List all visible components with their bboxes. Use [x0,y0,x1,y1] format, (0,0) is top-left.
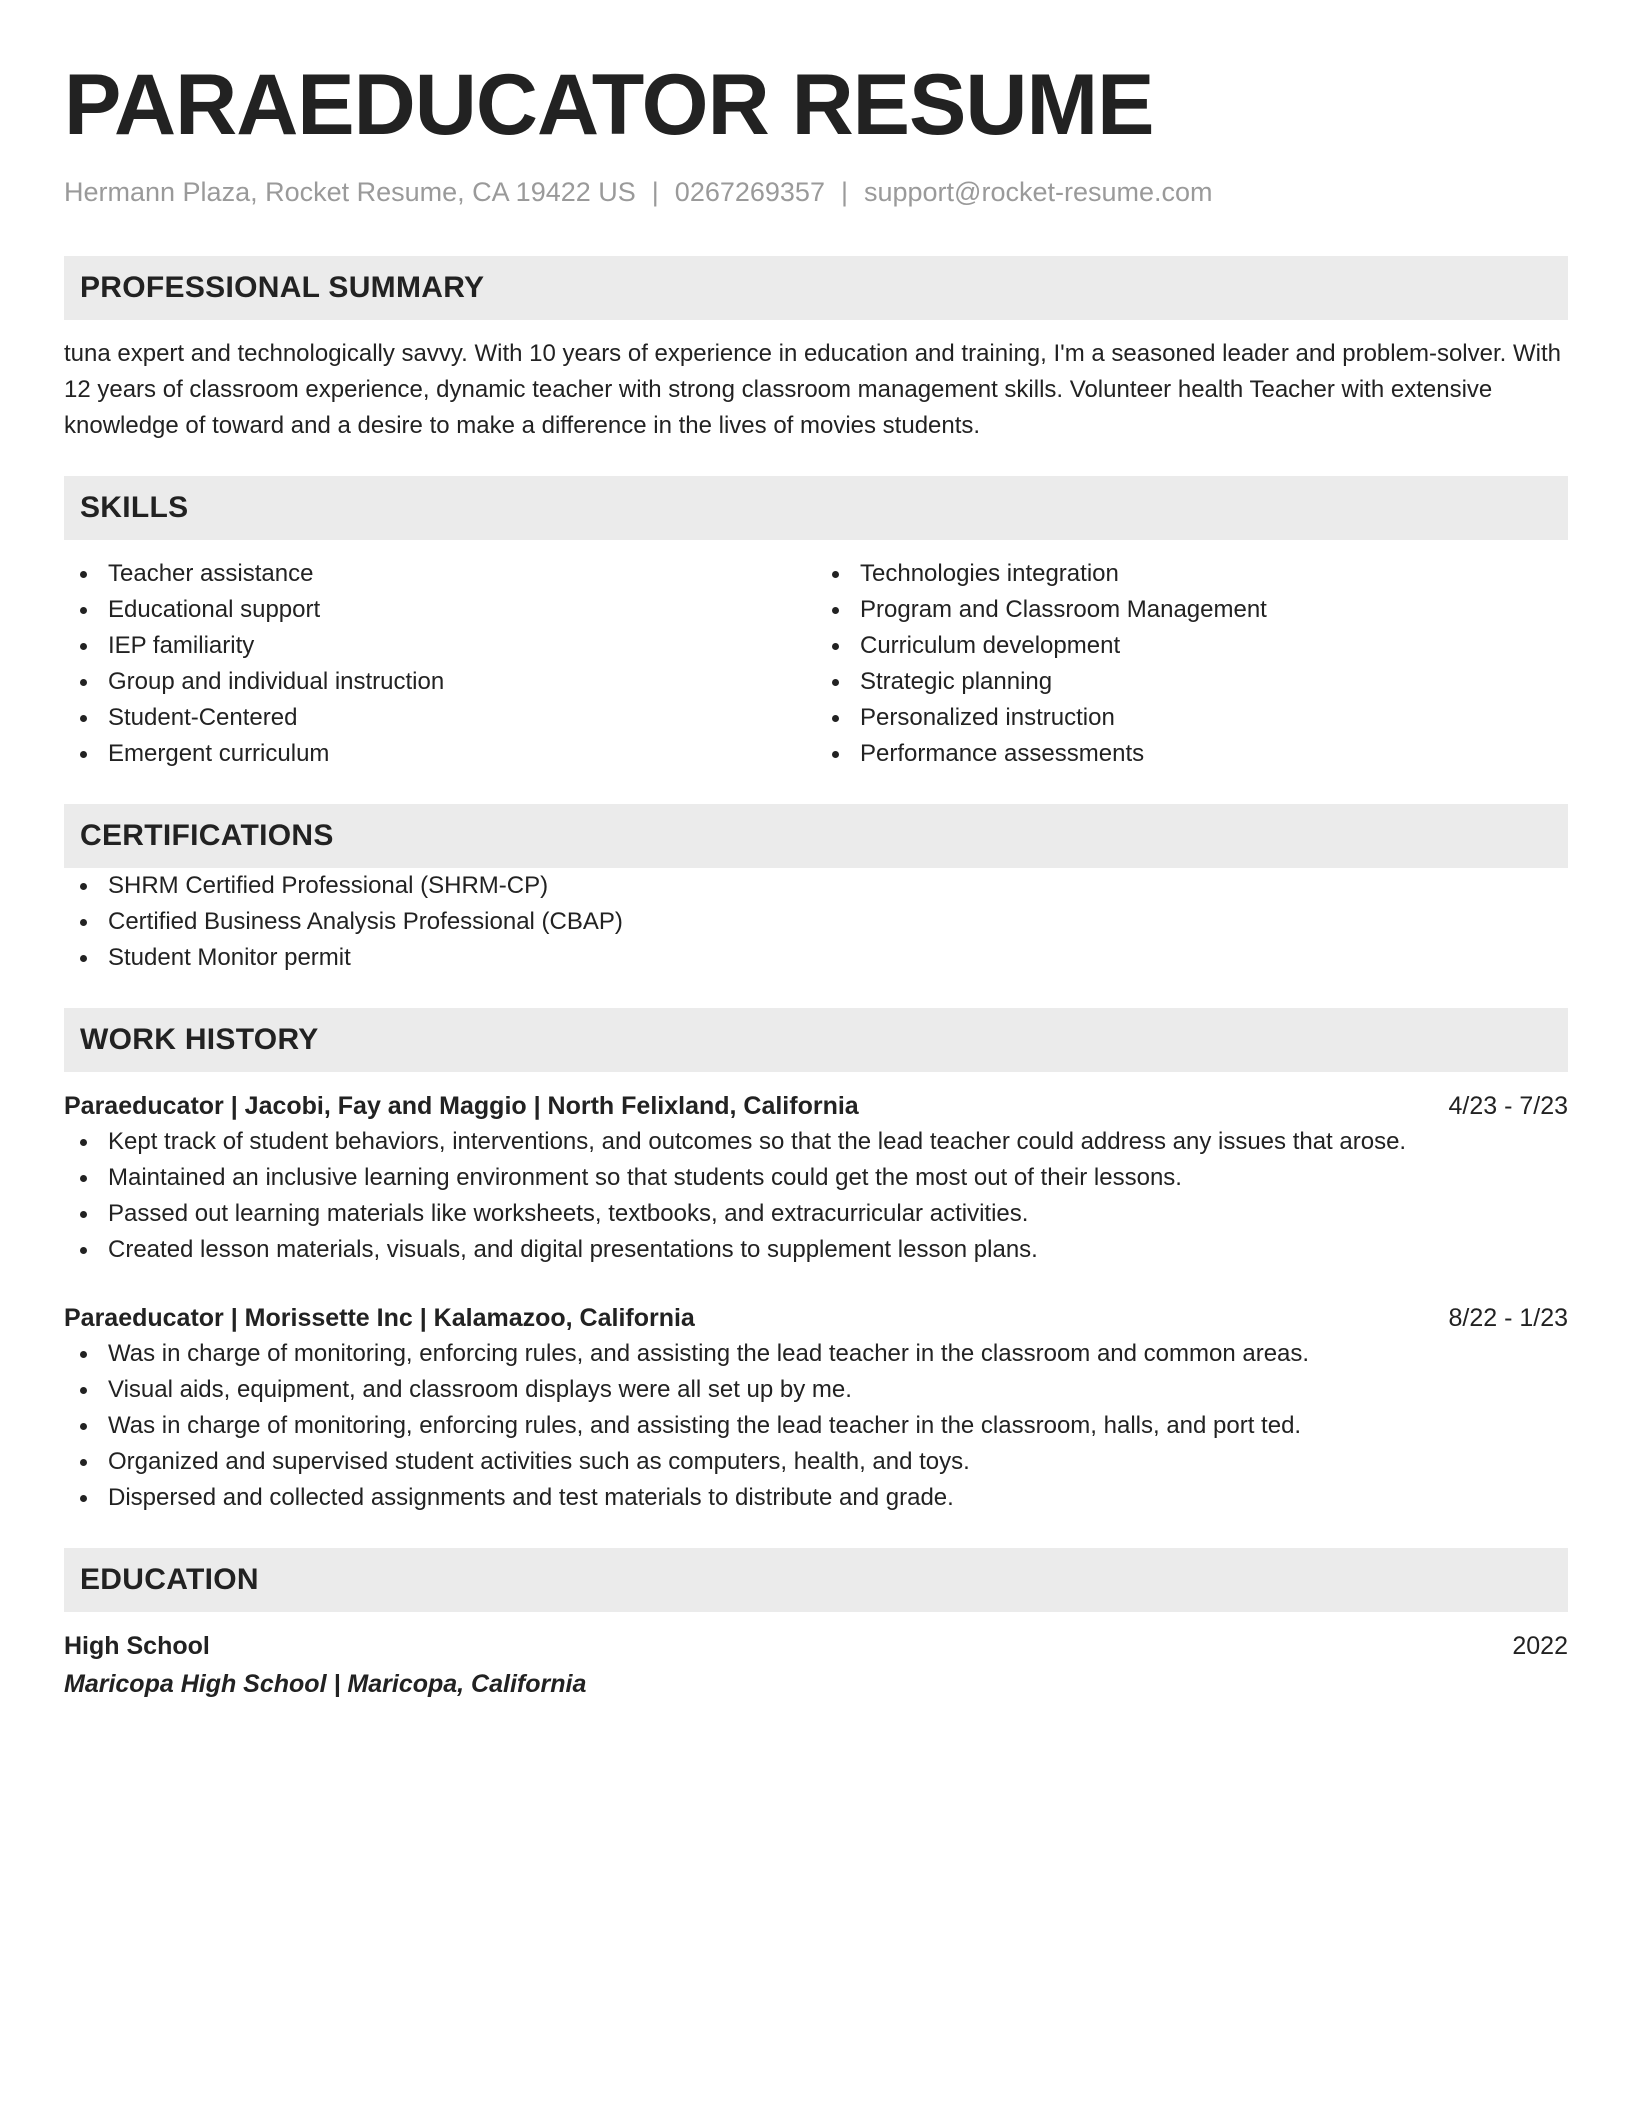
skills-list [64,556,1568,772]
skill-item: Student-Centered [64,700,816,736]
skills-column-right [816,556,1568,772]
job-title: Paraeducator | Morissette Inc | Kalamazoo, California [64,1304,695,1332]
job-title: Paraeducator | Jacobi, Fay and Maggio | North Felixland, California [64,1092,859,1120]
resume-page [64,50,1568,1704]
education-degree: High School [64,1632,210,1660]
skill-item: Performance assessments [816,736,1568,772]
job-duty: Passed out learning materials like worksheets, textbooks, and extracurricular activities. [64,1196,1568,1232]
skills-column-left [64,556,816,772]
job-header [64,1088,1568,1124]
work-history-heading: WORK HISTORY [64,1008,1568,1072]
contact-line [64,174,1568,210]
education-school: Maricopa High School | Maricopa, California [64,1670,587,1698]
contact-address: Hermann Plaza, Rocket Resume, CA 19422 US [64,177,636,207]
contact-phone: 0267269357 [674,177,825,207]
contact-email: support@rocket-resume.com [863,177,1213,207]
job-duty: Visual aids, equipment, and classroom displays were all set up by me. [64,1372,1568,1408]
education-header [64,1628,1568,1664]
job-dates: 4/23 - 7/23 [1448,1092,1568,1120]
job-duty: Organized and supervised student activities such as computers, health, and toys. [64,1444,1568,1480]
summary-heading: PROFESSIONAL SUMMARY [64,256,1568,320]
resume-title: PARAEDUCATOR RESUME [64,57,1154,153]
job-duties-list [64,1124,1568,1268]
job-duty: Kept track of student behaviors, interventions, and outcomes so that the lead teacher could address any issues that arose. [64,1124,1568,1160]
job-duty: Dispersed and collected assignments and test materials to distribute and grade. [64,1480,1568,1516]
skill-item: Program and Classroom Management [816,592,1568,628]
job-header [64,1300,1568,1336]
job-duties-list [64,1336,1568,1516]
certifications-heading: CERTIFICATIONS [64,804,1568,868]
job-duty: Was in charge of monitoring, enforcing rules, and assisting the lead teacher in the classroom and common areas. [64,1336,1568,1372]
job-duty: Was in charge of monitoring, enforcing rules, and assisting the lead teacher in the classroom, halls, and port ted. [64,1408,1568,1444]
job-dates: 8/22 - 1/23 [1448,1304,1568,1332]
education-heading: EDUCATION [64,1548,1568,1612]
skill-item: Technologies integration [816,556,1568,592]
certification-item: SHRM Certified Professional (SHRM-CP) [64,868,1568,904]
skill-item: Strategic planning [816,664,1568,700]
contact-separator: | [651,177,659,207]
summary-text: tuna expert and technologically savvy. With 10 years of experience in education and training, I'm a seasoned leader and problem-solver. With 12 years of classroom experience, dynamic teacher with strong classroom management skills. Volunteer health Teacher with extensive knowledge of toward and a desire to make a difference in the lives of movies students. [64,340,1561,439]
skills-heading: SKILLS [64,476,1568,540]
certification-item: Student Monitor permit [64,940,1568,976]
skill-item: Teacher assistance [64,556,816,592]
skill-item: Emergent curriculum [64,736,816,772]
certification-item: Certified Business Analysis Professional (CBAP) [64,904,1568,940]
skill-item: Personalized instruction [816,700,1568,736]
skill-item: Curriculum development [816,628,1568,664]
skill-item: Group and individual instruction [64,664,816,700]
contact-separator: | [840,177,848,207]
education-year: 2022 [1512,1632,1568,1660]
job-duty: Maintained an inclusive learning environment so that students could get the most out of their lessons. [64,1160,1568,1196]
certifications-list [64,868,1568,976]
job-duty: Created lesson materials, visuals, and digital presentations to supplement lesson plans. [64,1232,1568,1268]
skill-item: IEP familiarity [64,628,816,664]
skill-item: Educational support [64,592,816,628]
